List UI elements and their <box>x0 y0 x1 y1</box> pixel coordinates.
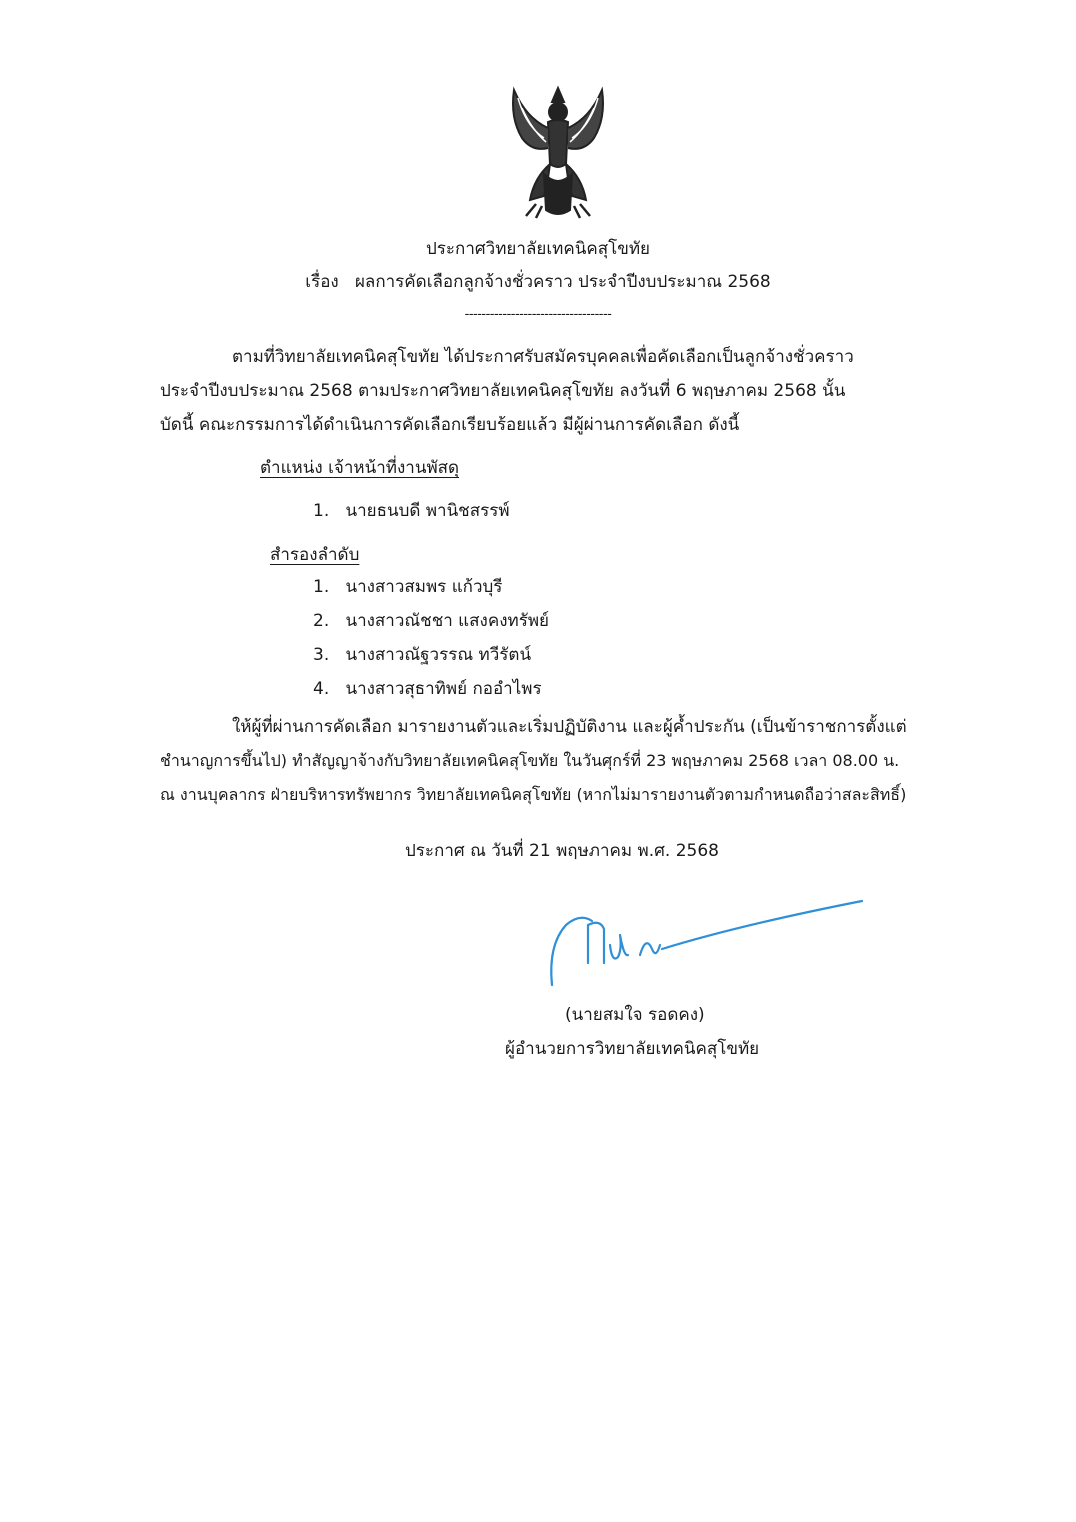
garuda-emblem-icon <box>496 78 620 220</box>
reserve-item-name: นางสาวณัฐวรรณ ทวีรัตน์ <box>345 645 532 665</box>
director-signature <box>540 885 870 995</box>
intro-line-3: บัดนี้ คณะกรรมการได้ดำเนินการคัดเลือกเรียบร้อยแล้ว มีผู้ผ่านการคัดเลือก ดังนี้ <box>160 415 740 435</box>
selected-item-number: 1. <box>313 501 330 521</box>
selected-item-name: นายธนบดี พานิชสรรพ์ <box>345 501 510 521</box>
intro-line-2: ประจำปีงบประมาณ 2568 ตามประกาศวิทยาลัยเทคนิคสุโขทัย ลงวันที่ 6 พฤษภาคม 2568 นั้น <box>160 381 846 401</box>
announcement-date: ประกาศ ณ วันที่ 21 พฤษภาคม พ.ศ. 2568 <box>405 841 719 861</box>
reserve-item-number: 3. <box>313 645 330 665</box>
instruction-line-1: ให้ผู้ที่ผ่านการคัดเลือก มารายงานตัวและเริ่มปฏิบัติงาน และผู้ค้ำประกัน (เป็นข้าราชการตั้งแต่ <box>232 717 907 737</box>
selected-item <box>313 500 510 522</box>
reserve-item <box>313 576 502 598</box>
reserve-item-name: นางสาวณัชชา แสงคงทรัพย์ <box>345 611 549 631</box>
instruction-line-3: ณ งานบุคลากร ฝ่ายบริหารทรัพยากร วิทยาลัยเทคนิคสุโขทัย (หากไม่มารายงานตัวตามกำหนดถือว่าสละสิทธิ์) <box>160 785 907 804</box>
announcement-subject <box>0 271 1076 293</box>
announcement-title: ประกาศวิทยาลัยเทคนิคสุโขทัย <box>426 239 650 259</box>
reserve-item <box>313 610 549 632</box>
intro-line-1: ตามที่วิทยาลัยเทคนิคสุโขทัย ได้ประกาศรับสมัครบุคคลเพื่อคัดเลือกเป็นลูกจ้างชั่วคราว <box>232 347 854 367</box>
title-divider: ----------------------------------- <box>464 307 612 322</box>
reserve-item-number: 2. <box>313 611 330 631</box>
subject-text: ผลการคัดเลือกลูกจ้างชั่วคราว ประจำปีงบประมาณ 2568 <box>354 272 771 292</box>
position-heading: ตำแหน่ง เจ้าหน้าที่งานพัสดุ <box>260 458 460 478</box>
subject-label: เรื่อง <box>305 272 339 292</box>
reserve-item-name: นางสาวสมพร แก้วบุรี <box>345 577 503 597</box>
signatory-title: ผู้อำนวยการวิทยาลัยเทคนิคสุโขทัย <box>505 1039 760 1059</box>
signatory-name: (นายสมใจ รอดคง) <box>565 1005 705 1025</box>
reserve-item <box>313 678 542 700</box>
reserve-heading: สำรองลำดับ <box>270 545 360 565</box>
reserve-item-name: นางสาวสุธาทิพย์ กออำไพร <box>345 679 542 699</box>
reserve-item-number: 1. <box>313 577 330 597</box>
instruction-line-2: ชำนาญการขึ้นไป) ทำสัญญาจ้างกับวิทยาลัยเทคนิคสุโขทัย ในวันศุกร์ที่ 23 พฤษภาคม 2568 เวลา 08.00 น. <box>160 751 900 770</box>
reserve-item-number: 4. <box>313 679 330 699</box>
reserve-item <box>313 644 531 666</box>
